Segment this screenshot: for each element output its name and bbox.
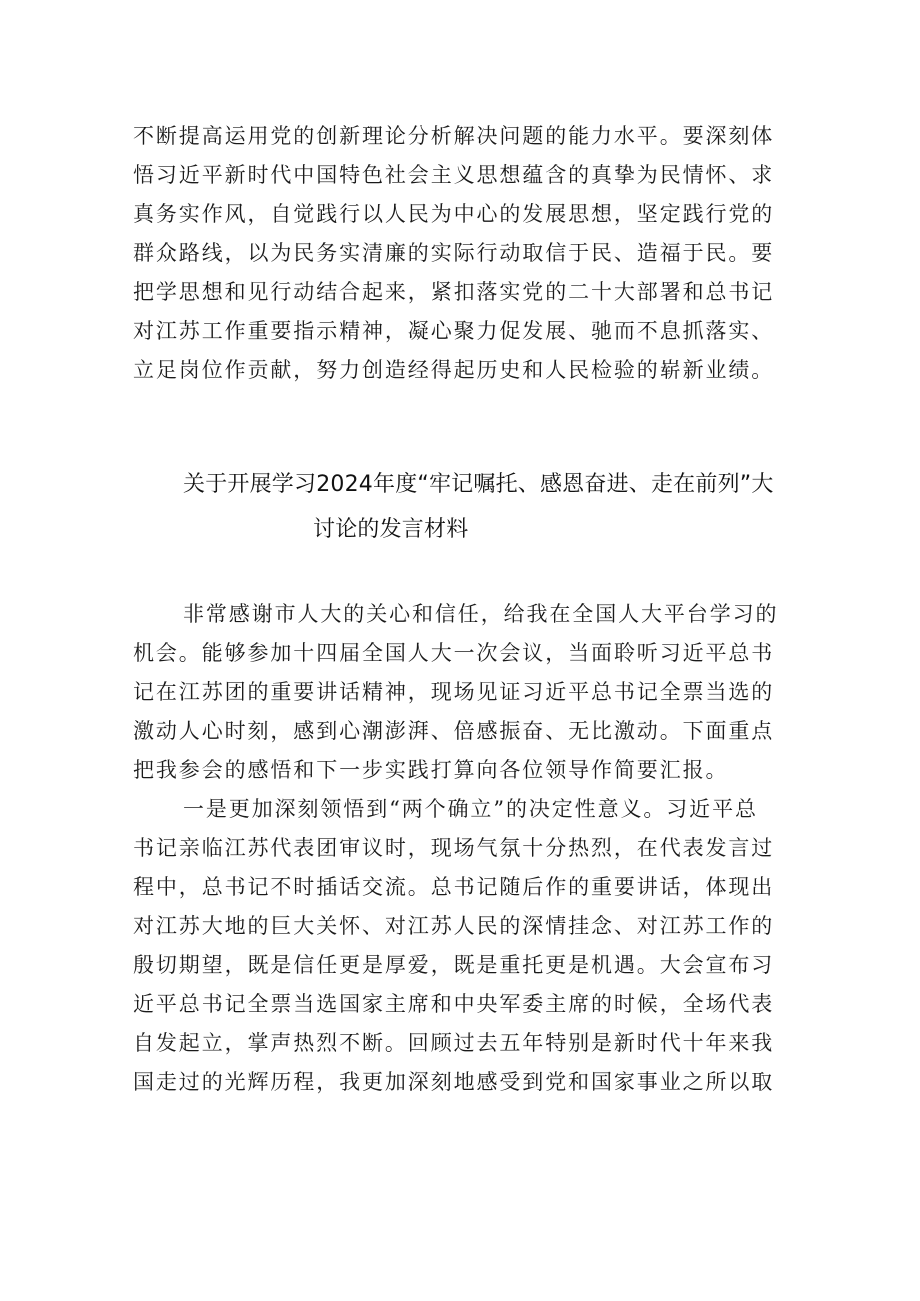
para2-line: 自发起立，掌声热烈不断。回顾过去五年特别是新时代十年来我: [133, 1031, 775, 1055]
para1-line: 激动人心时刻，感到心潮澎湃、倍感振奋、无比激动。下面重点: [133, 719, 775, 743]
para2-line: 书记亲临江苏代表团审议时，现场气氛十分热烈，在代表发言过: [133, 836, 775, 860]
para1-line: 记在江苏团的重要讲话精神，现场见证习近平总书记全票当选的: [133, 680, 775, 704]
intro-line: 不断提高运用党的创新理论分析解决问题的能力水平。要深刻体: [133, 124, 775, 148]
para2-line: 国走过的光辉历程，我更加深刻地感受到党和国家事业之所以取: [133, 1070, 775, 1094]
intro-line: 立足岗位作贡献，努力创造经得起历史和人民检验的崭新业绩。: [133, 358, 775, 382]
document-title-continued: 讨论的发言材料: [313, 517, 469, 542]
para1-line: 把我参会的感悟和下一步实践打算向各位领导作简要汇报。: [133, 758, 729, 782]
para2-line: 殷切期望，既是信任更是厚爱，既是重托更是机遇。大会宣布习: [133, 953, 775, 977]
para1-line: 非常感谢市人大的关心和信任，给我在全国人大平台学习的: [183, 602, 779, 626]
intro-line: 对江苏工作重要指示精神，凝心聚力促发展、驰而不息抓落实、: [133, 319, 775, 343]
para2-line: 一是更加深刻领悟到“两个确立”的决定性意义。习近平总: [183, 797, 758, 821]
para2-line: 对江苏大地的巨大关怀、对江苏人民的深情挂念、对江苏工作的: [133, 914, 775, 938]
intro-line: 群众路线，以为民务实清廉的实际行动取信于民、造福于民。要: [133, 241, 775, 265]
para2-line: 程中，总书记不时插话交流。总书记随后作的重要讲话，体现出: [133, 875, 775, 899]
para2-line: 近平总书记全票当选国家主席和中央军委主席的时候，全场代表: [133, 992, 775, 1016]
para1-line: 机会。能够参加十四届全国人大一次会议，当面聆听习近平总书: [133, 641, 775, 665]
intro-line: 把学思想和见行动结合起来，紧扣落实党的二十大部署和总书记: [133, 280, 775, 304]
intro-line: 真务实作风，自觉践行以人民为中心的发展思想，坚定践行党的: [133, 202, 775, 226]
document-title: 关于开展学习2024年度“牢记嘱托、感恩奋进、走在前列”大: [183, 472, 774, 497]
intro-line: 悟习近平新时代中国特色社会主义思想蕴含的真挚为民情怀、求: [133, 163, 775, 187]
